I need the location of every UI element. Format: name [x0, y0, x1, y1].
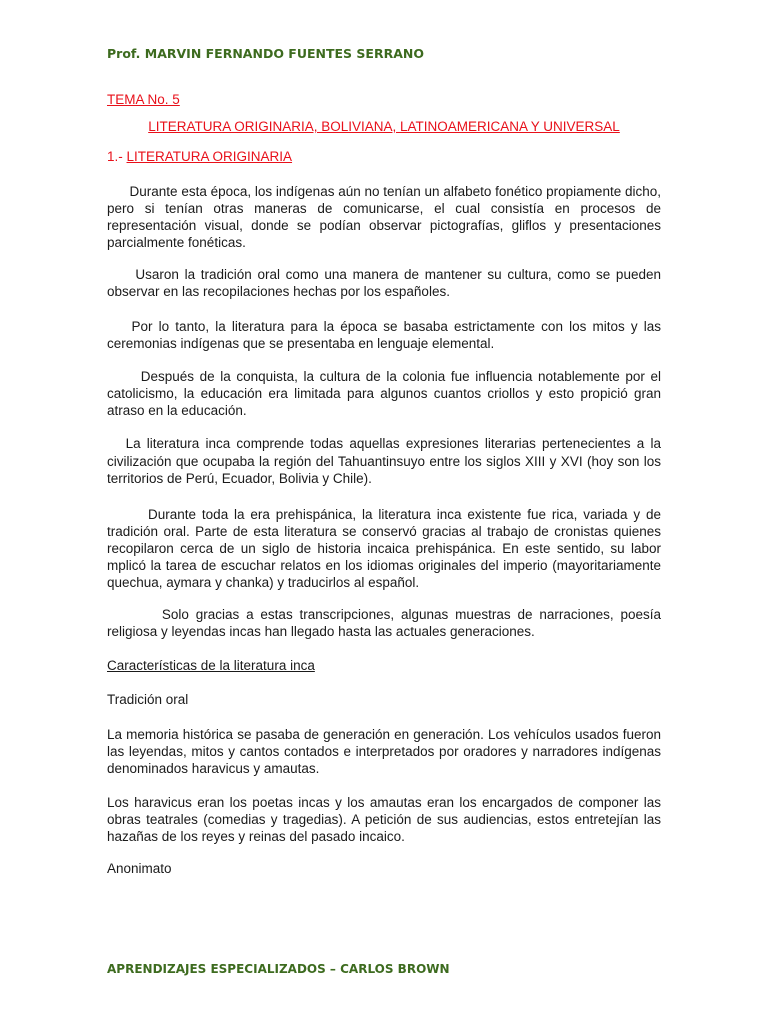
- paragraph-1: Durante esta época, los indígenas aún no tenían un alfabeto fonético propiamente dicho, pero si tenían otras maneras de comunicarse, el cual consistía en procesos de representación visual, donde se podían observar pictografías, gliflos y presentaciones parcialmente fonéticas.: [107, 184, 661, 250]
- paragraph-4: Después de la conquista, la cultura de la colonia fue influencia notablemente por el catolicismo, la educación era limitada para algunos cuantos criollos y esto propició gran atraso en la educación.: [107, 369, 661, 418]
- paragraph-3: Por lo tanto, la literatura para la época se basaba estrictamente con los mitos y las ceremonias indígenas que se presentaba en lenguaje elemental.: [107, 319, 661, 351]
- page-header-author: Prof. MARVIN FERNANDO FUENTES SERRANO: [107, 46, 424, 61]
- subsection-title: Características de la literatura inca: [107, 658, 315, 673]
- paragraph-6: Durante toda la era prehispánica, la literatura inca existente fue rica, variada y de tradición oral. Parte de esta literatura se conservó gracias al trabajo de cronistas quienes recopilaron cerca de un siglo de historia incaica prehispánica. En este sentido, su labor mplicó la tarea de escuchar relatos en los idiomas originales del imperio (mayoritariamente quechua, aymara y chanka) y traducirlos al español.: [107, 507, 661, 590]
- section-number: 1.-: [107, 149, 127, 164]
- document-title: LITERATURA ORIGINARIA, BOLIVIANA, LATINOAMERICANA Y UNIVERSAL: [148, 119, 620, 134]
- paragraph-5: La literatura inca comprende todas aquellas expresiones literarias pertenecientes a la civilización que ocupaba la región del Tahuantinsuyo entre los siglos XIII y XVI (hoy son los territorios de Perú, Ecuador, Bolivia y Chile).: [107, 436, 661, 486]
- page-footer: APRENDIZAJES ESPECIALIZADOS – CARLOS BROWN: [107, 962, 450, 976]
- paragraph-2: Usaron la tradición oral como una manera de mantener su cultura, como se pueden observar en las recopilaciones hechas por los españoles.: [107, 267, 661, 299]
- oral-paragraph-2: Los haravicus eran los poetas incas y los amautas eran los encargados de componer las obras teatrales (comedias y tragedias). A petición de sus audiencias, estos entretejían las hazañas de los reyes y reinas del pasado incaico.: [107, 795, 661, 844]
- topic-label: TEMA No. 5: [107, 92, 180, 107]
- oral-tradition-heading: Tradición oral: [107, 692, 189, 707]
- anonymity-heading: Anonimato: [107, 861, 172, 876]
- section-title: LITERATURA ORIGINARIA: [126, 149, 293, 164]
- section-heading: [107, 149, 292, 164]
- paragraph-7: Solo gracias a estas transcripciones, algunas muestras de narraciones, poesía religiosa y leyendas incas han llegado hasta las actuales generaciones.: [107, 607, 661, 639]
- oral-paragraph-1: La memoria histórica se pasaba de generación en generación. Los vehículos usados fueron las leyendas, mitos y cantos contados e interpretados por oradores y narradores indígenas denominados haravicus y amautas.: [107, 727, 661, 776]
